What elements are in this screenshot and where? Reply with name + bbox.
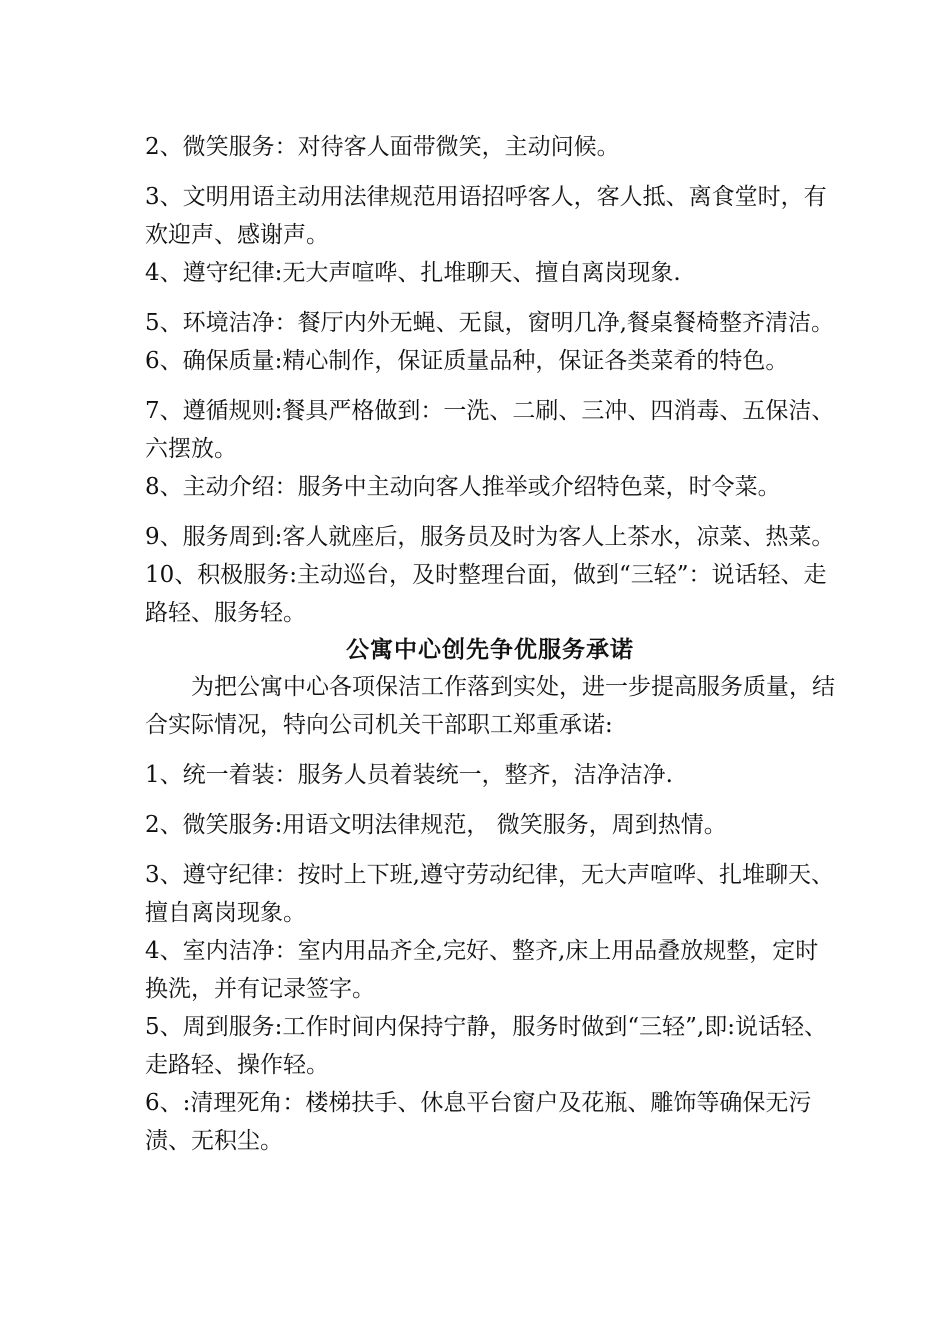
- commitment-item: 2、微笑服务：对待客人面带微笑，主动问候。: [145, 134, 620, 160]
- section-title: 公寓中心创先争优服务承诺: [346, 637, 634, 663]
- commitment-item: 4、室内洁净：室内用品齐全,完好、整齐,床上用品叠放规整，定时换洗，并有记录签字。: [145, 938, 819, 1002]
- intro-paragraph: 为把公寓中心各项保洁工作落到实处，进一步提高服务质量，结合实际情况，特向公司机关干部职工郑重承诺:: [145, 674, 835, 738]
- commitment-item: 9、服务周到:客人就座后，服务员及时为客人上茶水，凉菜、热菜。: [145, 524, 835, 550]
- commitment-item: 10、积极服务:主动巡台，及时整理台面，做到“三轻”：说话轻、走路轻、服务轻。: [145, 562, 827, 626]
- commitment-item: 8、主动介绍：服务中主动向客人推举或介绍特色菜，时令菜。: [145, 474, 781, 500]
- commitment-item: 3、文明用语主动用法律规范用语招呼客人，客人抵、离食堂时，有欢迎声、感谢声。: [145, 184, 827, 248]
- commitment-item: 5、环境洁净：餐厅内外无蝇、无鼠，窗明几净,餐桌餐椅整齐清洁。: [145, 310, 834, 336]
- commitment-item: 6、:清理死角：楼梯扶手、休息平台窗户及花瓶、雕饰等确保无污渍、无积尘。: [145, 1090, 812, 1154]
- commitment-item: 4、遵守纪律:无大声喧哗、扎堆聊天、擅自离岗现象.: [145, 260, 681, 286]
- document-body: [145, 128, 835, 1160]
- commitment-item: 6、确保质量:精心制作，保证质量品种，保证各类菜肴的特色。: [145, 348, 789, 374]
- commitment-item: 1、统一着装：服务人员着装统一，整齐，洁净洁净.: [145, 762, 673, 788]
- commitment-item: 3、遵守纪律：按时上下班,遵守劳动纪律，无大声喧哗、扎堆聊天、擅自离岗现象。: [145, 862, 834, 926]
- commitment-item: 7、遵循规则:餐具严格做到：一洗、二刷、三冲、四消毒、五保洁、六摆放。: [145, 398, 835, 462]
- commitment-item: 2、微笑服务:用语文明法律规范， 微笑服务，周到热情。: [145, 812, 727, 838]
- commitment-item: 5、周到服务:工作时间内保持宁静，服务时做到“三轻”,即:说话轻、走路轻、操作轻。: [145, 1014, 827, 1078]
